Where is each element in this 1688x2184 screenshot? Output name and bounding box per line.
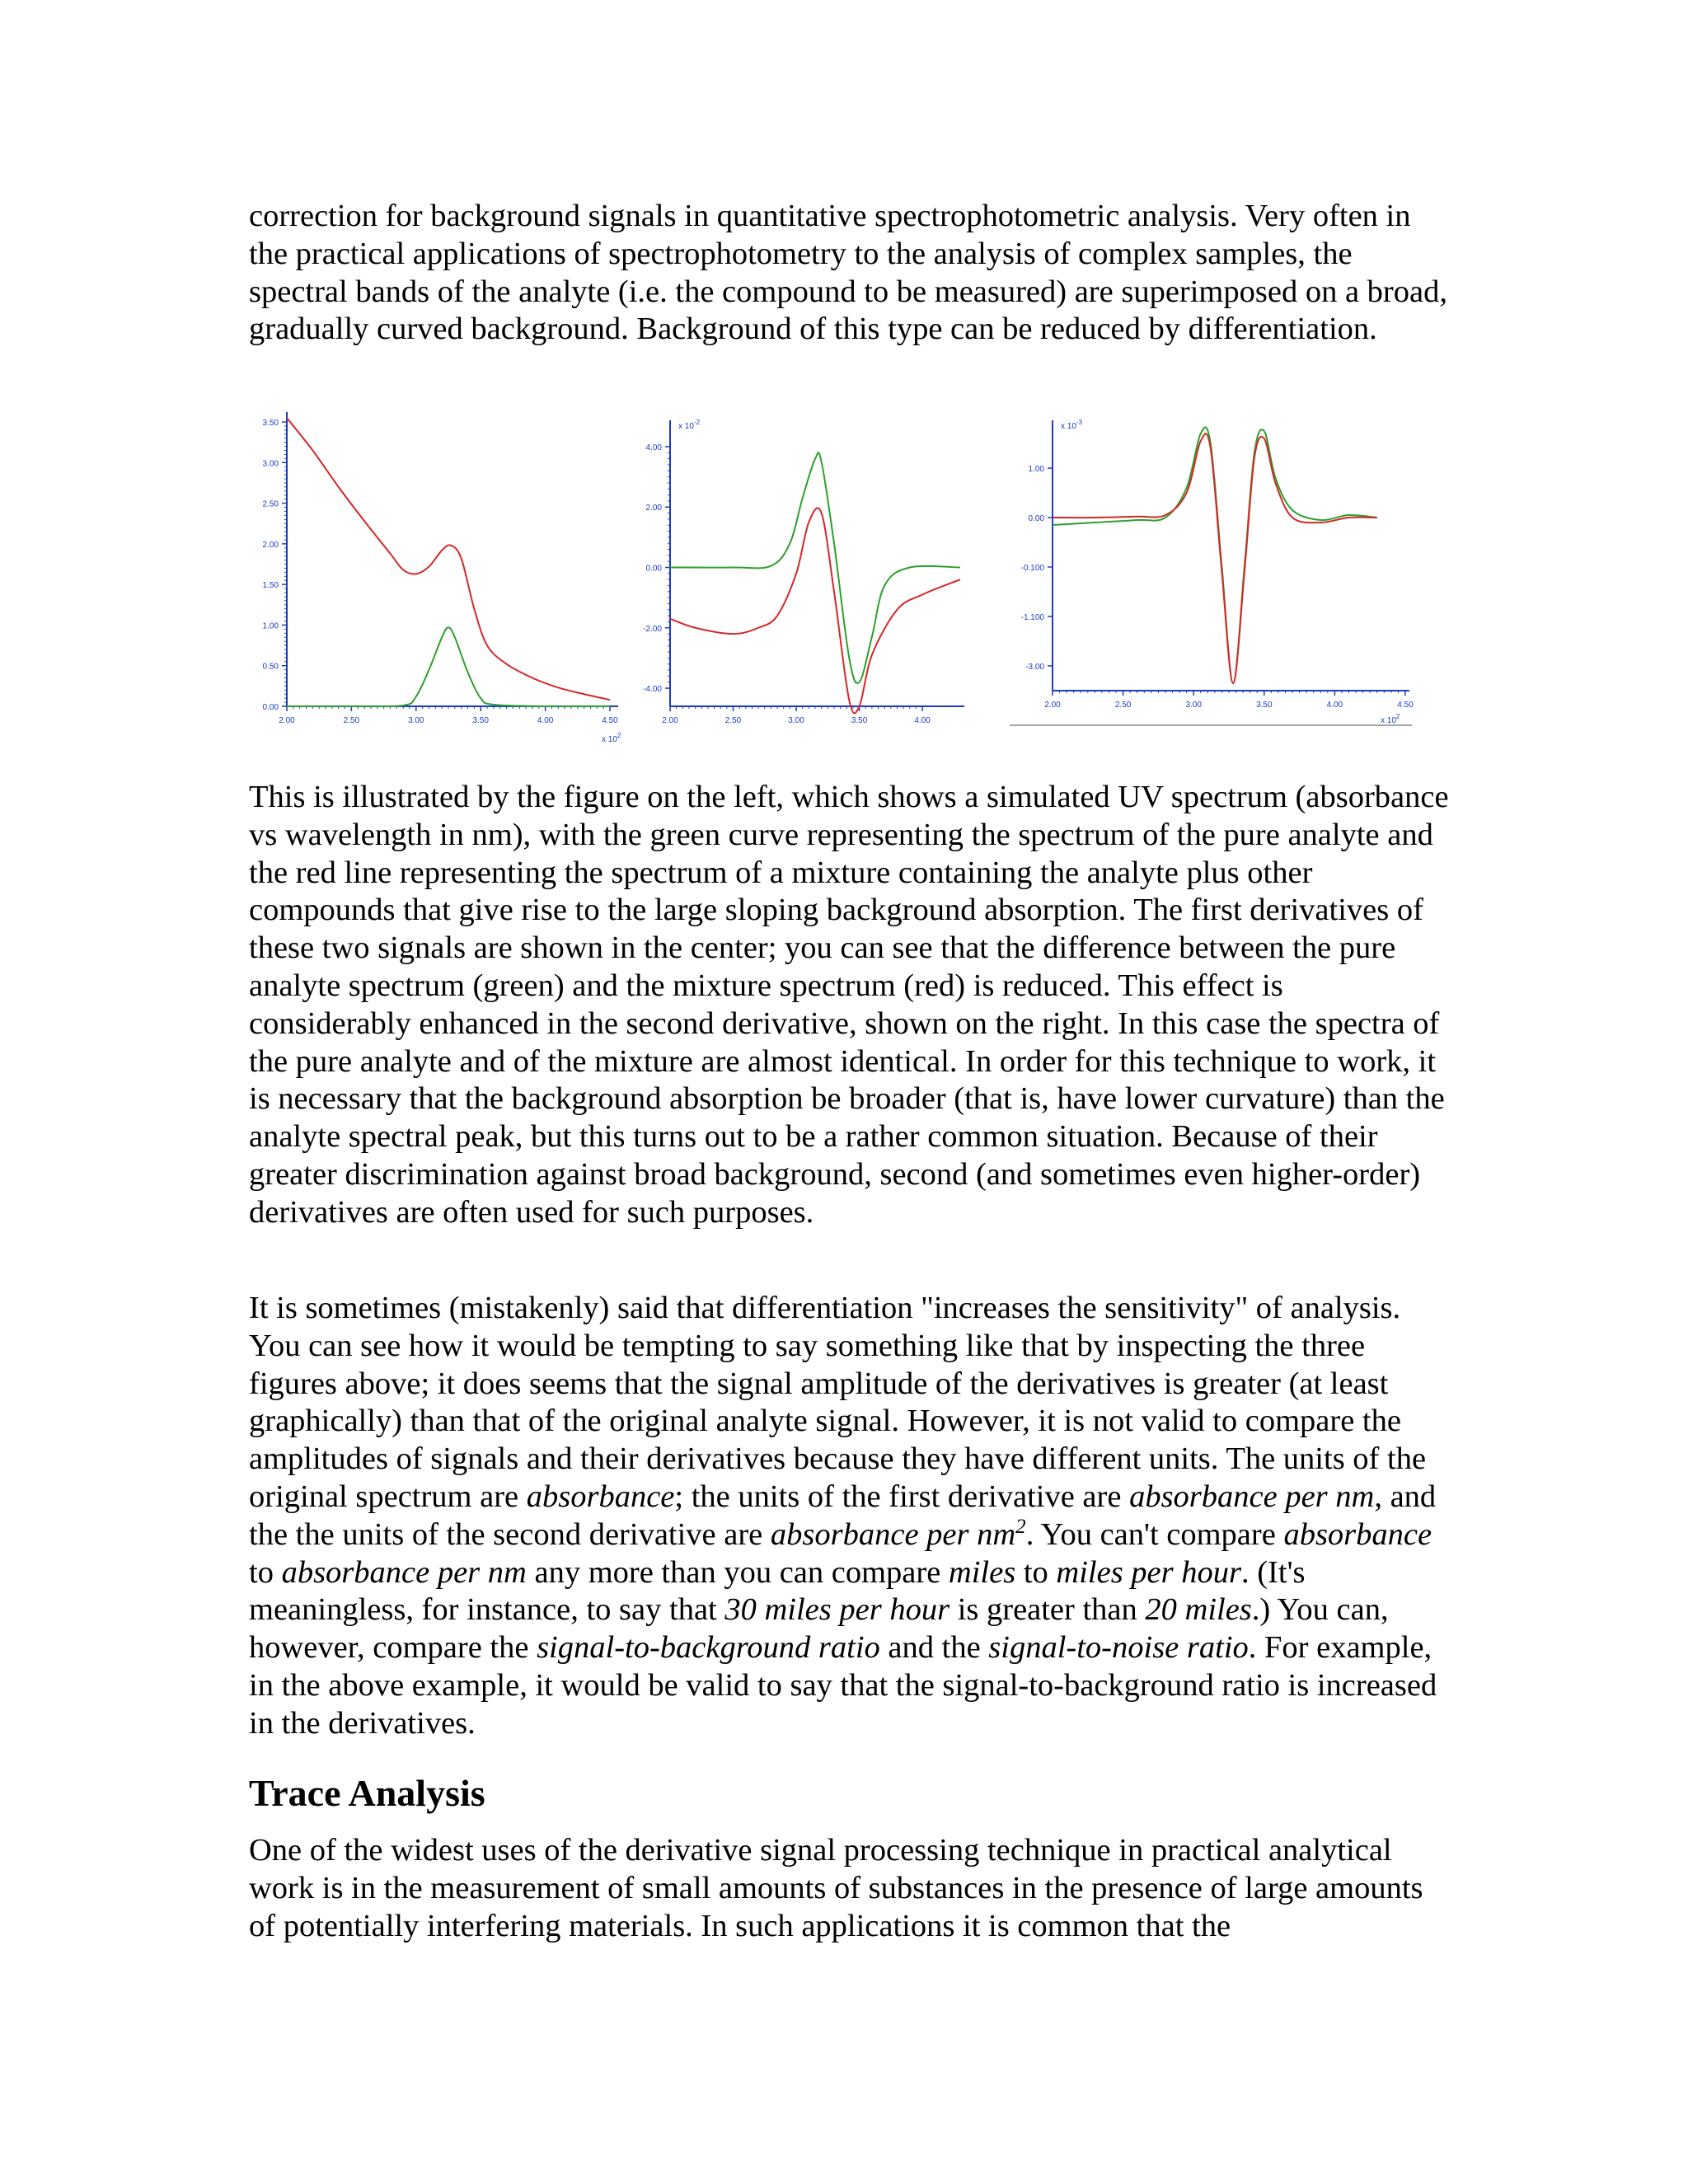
- y-tick-label: 0.00: [262, 703, 279, 712]
- first-derivative-chart: [631, 404, 968, 750]
- analyte-series-line: [1053, 427, 1377, 683]
- y-tick-label: -2.00: [643, 624, 662, 634]
- x-tick-label: 2.00: [279, 716, 295, 725]
- x-axis: [279, 706, 621, 744]
- x-tick-label: 3.50: [851, 716, 868, 725]
- x-tick-label: 3.50: [472, 716, 489, 725]
- second-derivative-chart: [1010, 404, 1414, 750]
- y-multiplier-label: x $10^{-3}$: [1061, 419, 1083, 431]
- mixture-series-line: [287, 418, 610, 700]
- y-tick-label: -1.100: [1020, 613, 1044, 622]
- x-tick-label: 3.50: [1256, 701, 1273, 710]
- paragraph-intro: correction for background signals in quantitative spectrophotometric analysis. Very often in the practical applications of spectrophotometry to the analysis of complex samples, the spectral bands of the analyte (i.e. the compound to be measured) are superimposed on a broad, gradually curved background. Background of this type can be reduced by differentiation.: [249, 199, 1447, 347]
- y-multiplier-label: x $10^{-2}$: [678, 419, 701, 431]
- mixture-series-line: [670, 508, 960, 713]
- series-layer: [287, 418, 610, 706]
- x-tick-label: 2.00: [1044, 701, 1061, 710]
- y-tick-label: 2.50: [262, 499, 279, 509]
- y-tick-label: 1.00: [262, 621, 279, 631]
- section-heading-trace-analysis: Trace Analysis: [249, 1772, 485, 1814]
- x-tick-label: 2.50: [1114, 701, 1132, 710]
- y-tick-label: 2.00: [645, 504, 662, 513]
- y-tick-label: 2.00: [262, 540, 279, 550]
- y-tick-label: 1.00: [1028, 465, 1044, 474]
- y-tick-label: -4.00: [643, 685, 662, 695]
- x-tick-label: 2.50: [343, 716, 360, 725]
- paragraph-illustration: This is illustrated by the figure on the left, which shows a simulated UV spectrum (absorbance vs wavelength in nm), with the green curve representing the spectrum of the pure analyte and the red line representing the spectrum of a mixture containing the analyte plus other compounds that give rise to the large sloping background absorption. The first derivatives of these two signals are shown in the center; you can see that the difference between the pure analyte spectrum (green) and the mixture spectrum (red) is reduced. This effect is considerably enhanced in the second derivative, shown on the right. In this case the spectra of the pure analyte and of the mixture are almost identical. In order for this technique to work, it is necessary that the background absorption be broader (that is, have lower curvature) than the analyte spectral peak, but this turns out to be a rather common situation. Because of their greater discrimination against broad background, second (and sometimes even higher-order) derivatives are often used for such purposes.: [249, 780, 1449, 1230]
- paragraph-trace-analysis: One of the widest uses of the derivative signal processing technique in practical analytical work is in the measurement of small amounts of substances in the presence of large amounts of potentially interfering materials. In such applications it is common that the: [249, 1833, 1423, 1943]
- x-tick-label: 3.00: [408, 716, 424, 725]
- y-axis: [1021, 419, 1083, 691]
- y-axis: [643, 419, 700, 706]
- x-tick-label: 3.00: [1185, 701, 1202, 710]
- y-tick-label: -0.100: [1020, 564, 1044, 573]
- mixture-series-line: [1053, 434, 1377, 683]
- x-axis: [662, 706, 964, 725]
- y-tick-label: -3.00: [1025, 663, 1044, 672]
- absorbance-spectrum-chart: [247, 404, 626, 750]
- x-multiplier-label: x $10^2$: [1381, 713, 1400, 725]
- x-axis: [1010, 691, 1414, 725]
- x-tick-label: 4.50: [602, 716, 618, 725]
- x-tick-label: 4.00: [914, 716, 931, 725]
- analyte-series-line: [670, 452, 960, 683]
- analyte-series-line: [287, 627, 610, 706]
- x-tick-label: 4.00: [537, 716, 554, 725]
- y-tick-label: 0.50: [262, 662, 279, 672]
- x-tick-label: 4.00: [1326, 701, 1343, 710]
- y-axis: [263, 412, 287, 712]
- y-tick-label: 0.00: [1028, 514, 1044, 523]
- y-tick-label: 4.00: [645, 443, 662, 452]
- y-tick-label: 1.50: [262, 581, 279, 591]
- series-layer: [1053, 427, 1377, 683]
- y-tick-label: 0.00: [645, 564, 662, 574]
- x-tick-label: 3.00: [788, 716, 804, 725]
- series-layer: [670, 452, 960, 713]
- y-tick-label: 3.00: [262, 459, 279, 469]
- x-tick-label: 2.00: [662, 716, 678, 725]
- x-multiplier-label: x $10^2$: [602, 732, 621, 744]
- paragraph-sensitivity: It is sometimes (mistakenly) said that differentiation "increases the sensitivity" of analysis. You can see how it would be tempting to say something like that by inspecting the three figures above; it does seems that the signal amplitude of the derivatives is greater (at least graphically) than that of the original analyte signal. However, it is not valid to compare the amplitudes of signals and their derivatives because they have different units. The units of the original spectrum are absorbance; the units of the first derivative are absorbance per nm, and the the units of the second derivative are absorbance per $nm^2$. You can't compare absorbance to absorbance per nm any more than you can compare miles to miles per hour. (It's meaningless, for instance, to say that 30 miles per hour is greater than 20 miles.) You can, however, compare the signal-to-background ratio and the signal-to-noise ratio. For example, in the above example, it would be valid to say that the signal-to-background ratio is increased in the derivatives.: [249, 1291, 1437, 1741]
- x-tick-label: 2.50: [724, 716, 742, 725]
- x-tick-label: 4.50: [1397, 701, 1414, 710]
- y-tick-label: 3.50: [262, 419, 279, 428]
